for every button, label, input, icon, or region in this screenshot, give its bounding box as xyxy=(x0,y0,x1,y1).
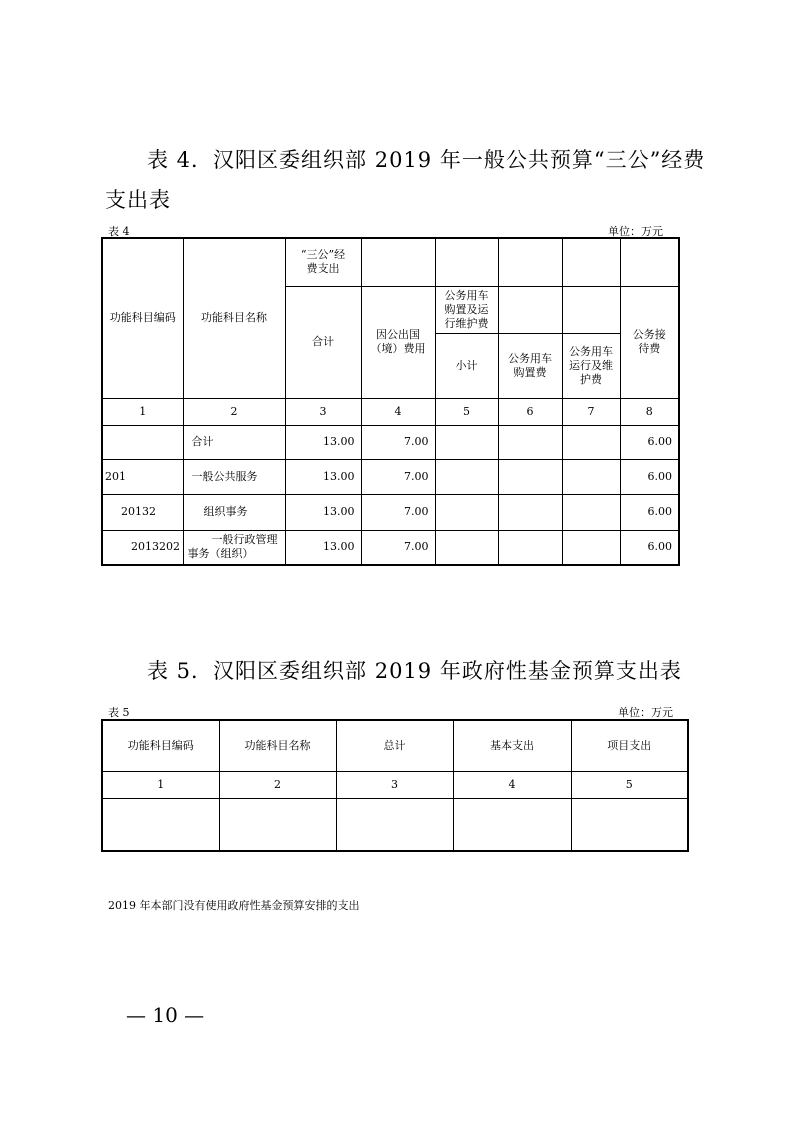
row-total: 13.00 xyxy=(285,530,361,565)
row-name: 组织事务 xyxy=(183,494,285,530)
index-cell: 6 xyxy=(498,398,562,425)
index-cell: 1 xyxy=(102,771,219,798)
row-code: 201 xyxy=(102,459,183,494)
row-code: 2013202 xyxy=(102,530,183,565)
row-total: 13.00 xyxy=(285,425,361,459)
header-total: 总计 xyxy=(336,720,453,771)
table5-tag: 表 5 xyxy=(108,706,130,719)
header-name: 功能科目名称 xyxy=(183,238,285,398)
table5-title: 表 5．汉阳区委组织部 2019 年政府性基金预算支出表 xyxy=(147,659,682,683)
table4-title-line2: 支出表 xyxy=(105,188,171,212)
header-reception: 公务接待费 xyxy=(620,286,679,398)
row-reception: 6.00 xyxy=(620,494,679,530)
row-abroad: 7.00 xyxy=(361,459,435,494)
index-cell: 4 xyxy=(453,771,571,798)
table4-tag: 表 4 xyxy=(108,225,130,238)
header-vehicle-run: 公务用车运行及维护费 xyxy=(562,333,620,398)
header-basic: 基本支出 xyxy=(453,720,571,771)
index-row xyxy=(102,398,679,425)
row-reception: 6.00 xyxy=(620,425,679,459)
row-reception: 6.00 xyxy=(620,459,679,494)
index-cell: 8 xyxy=(620,398,679,425)
table5 xyxy=(101,719,689,852)
row-abroad: 7.00 xyxy=(361,494,435,530)
row-abroad: 7.00 xyxy=(361,425,435,459)
row-name: 一般公共服务 xyxy=(183,459,285,494)
index-cell: 7 xyxy=(562,398,620,425)
table-row xyxy=(102,459,679,494)
table-row xyxy=(102,530,679,565)
header-name: 功能科目名称 xyxy=(219,720,336,771)
row-reception: 6.00 xyxy=(620,530,679,565)
row-total: 13.00 xyxy=(285,459,361,494)
table4-title-line1: 表 4．汉阳区委组织部 2019 年一般公共预算“三公”经费 xyxy=(147,148,706,172)
header-abroad: 因公出国（境）费用 xyxy=(361,286,435,398)
row-abroad: 7.00 xyxy=(361,530,435,565)
page-number: — 10 — xyxy=(126,1003,205,1027)
header-vehicle-purchase: 公务用车购置费 xyxy=(498,333,562,398)
row-code xyxy=(102,425,183,459)
index-cell: 4 xyxy=(361,398,435,425)
index-cell: 5 xyxy=(435,398,498,425)
table5-unit: 单位：万元 xyxy=(618,706,673,719)
table4-unit: 单位：万元 xyxy=(608,225,663,238)
index-row xyxy=(102,771,688,798)
index-cell: 1 xyxy=(102,398,183,425)
header-code: 功能科目编码 xyxy=(102,238,183,398)
note-text: 2019 年本部门没有使用政府性基金预算安排的支出 xyxy=(108,899,360,912)
header-project: 项目支出 xyxy=(571,720,688,771)
index-cell: 5 xyxy=(571,771,688,798)
header-total: 合计 xyxy=(285,286,361,398)
row-name: 一般行政管理事务（组织） xyxy=(183,530,285,565)
header-sangong: “三公”经费支出 xyxy=(285,238,361,286)
index-cell: 2 xyxy=(183,398,285,425)
row-code: 20132 xyxy=(102,494,183,530)
row-total: 13.00 xyxy=(285,494,361,530)
header-subtotal: 小计 xyxy=(435,333,498,398)
index-cell: 2 xyxy=(219,771,336,798)
table-row xyxy=(102,494,679,530)
table-row xyxy=(102,425,679,459)
table-row xyxy=(102,798,688,851)
index-cell: 3 xyxy=(336,771,453,798)
header-code: 功能科目编码 xyxy=(102,720,219,771)
index-cell: 3 xyxy=(285,398,361,425)
table4 xyxy=(101,237,680,566)
header-vehicle-group: 公务用车购置及运行维护费 xyxy=(435,286,498,333)
row-name: 合计 xyxy=(183,425,285,459)
